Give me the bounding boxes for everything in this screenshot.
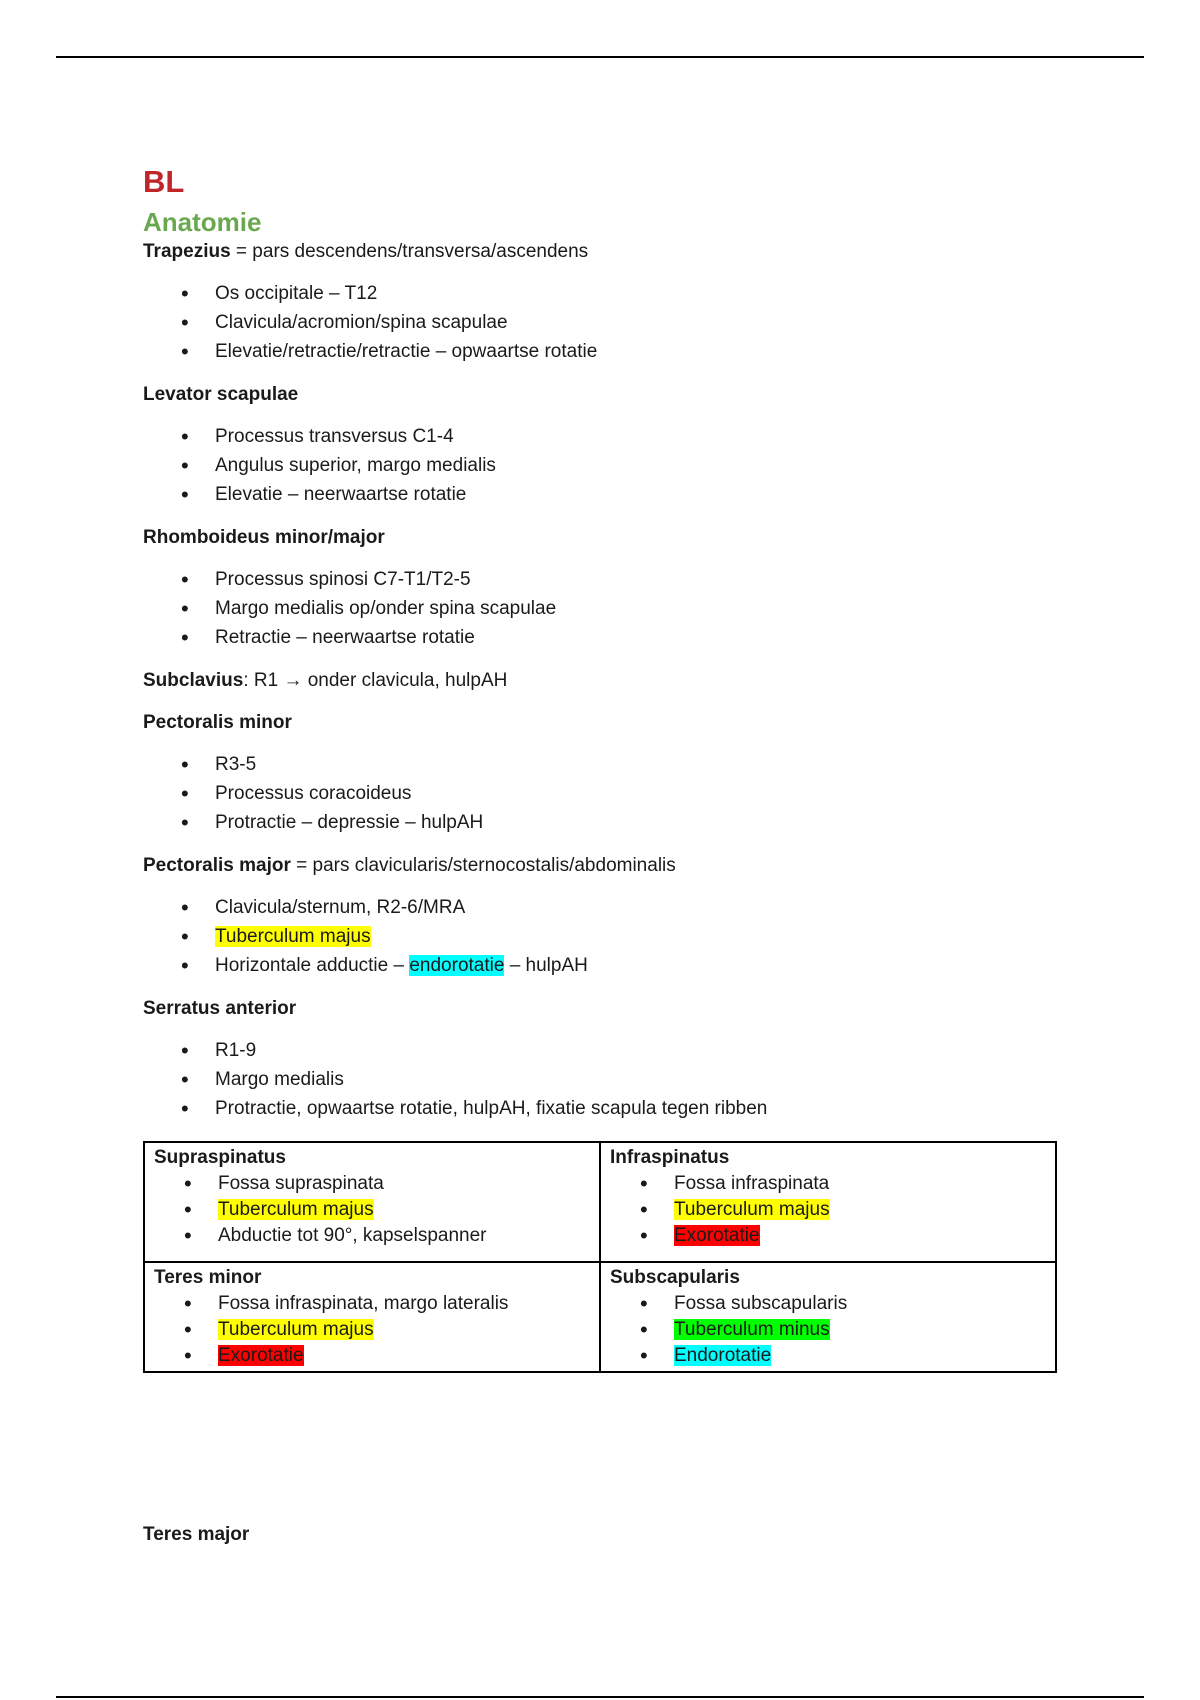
- list-item: • Elevatie – neerwaartse rotatie: [181, 480, 1063, 509]
- list-item: [184, 1343, 590, 1369]
- list-item: • Fossa supraspinata: [184, 1171, 590, 1197]
- rhomboideus-heading: [143, 525, 1063, 551]
- highlight-cyan: endorotatie: [409, 955, 505, 976]
- trapezius-heading: [143, 239, 1063, 265]
- table-cell-infraspinatus: [600, 1142, 1056, 1262]
- list-item: • Abductie tot 90°, kapselspanner: [184, 1223, 590, 1249]
- highlight-red: Exorotatie: [218, 1345, 304, 1366]
- cell-list: [154, 1291, 590, 1369]
- list-item: • Angulus superior, margo medialis: [181, 451, 1063, 480]
- item-text: Horizontale adductie –: [215, 955, 410, 976]
- pect-minor-list: [143, 750, 1063, 837]
- muscle-name: Pectoralis major: [143, 855, 291, 876]
- list-item: [640, 1343, 1046, 1369]
- cell-title: Supraspinatus: [154, 1147, 286, 1168]
- muscle-name: Rhomboideus minor/major: [143, 527, 385, 548]
- list-item: • Fossa subscapularis: [640, 1291, 1046, 1317]
- highlight-yellow: Tuberculum majus: [218, 1319, 374, 1340]
- list-item: • Margo medialis op/onder spina scapulae: [181, 594, 1063, 623]
- footer-rule: [56, 1696, 1144, 1698]
- pect-minor-heading: [143, 710, 1063, 736]
- header-rule: [56, 56, 1144, 58]
- levator-heading: [143, 382, 1063, 408]
- muscle-description: = pars descendens/transversa/ascendens: [230, 241, 589, 262]
- list-item: • Processus spinosi C7-T1/T2-5: [181, 565, 1063, 594]
- muscle-name: Trapezius: [143, 241, 231, 262]
- rotator-cuff-table: [143, 1141, 1057, 1373]
- list-item: • Protractie – depressie – hulpAH: [181, 808, 1063, 837]
- list-item: • Fossa infraspinata: [640, 1171, 1046, 1197]
- cell-list: [154, 1171, 590, 1249]
- cell-title: Teres minor: [154, 1267, 262, 1288]
- list-item: • Protractie, opwaartse rotatie, hulpAH, fixatie scapula tegen ribben: [181, 1094, 1063, 1123]
- pect-major-list: [143, 893, 1063, 980]
- table-row: [144, 1142, 1056, 1262]
- list-item: [184, 1197, 590, 1223]
- list-item: • Retractie – neerwaartse rotatie: [181, 623, 1063, 652]
- highlight-yellow: Tuberculum majus: [218, 1199, 374, 1220]
- list-item: • Processus coracoideus: [181, 779, 1063, 808]
- muscle-description: = pars clavicularis/sternocostalis/abdominalis: [290, 855, 676, 876]
- table-row: [144, 1262, 1056, 1372]
- cell-title: Subscapularis: [610, 1267, 740, 1288]
- cell-list: [610, 1291, 1046, 1369]
- muscle-name: Levator scapulae: [143, 384, 299, 405]
- highlight-red: Exorotatie: [674, 1225, 760, 1246]
- list-item: • Clavicula/acromion/spina scapulae: [181, 308, 1063, 337]
- list-item: [640, 1197, 1046, 1223]
- list-item: [640, 1317, 1046, 1343]
- muscle-name: Pectoralis minor: [143, 712, 292, 733]
- subclavius-line: [143, 668, 1063, 694]
- serratus-list: [143, 1036, 1063, 1123]
- cell-list: [610, 1171, 1046, 1249]
- highlight-cyan: Endorotatie: [674, 1345, 772, 1366]
- highlight-yellow: Tuberculum majus: [674, 1199, 830, 1220]
- highlight-green: Tuberculum minus: [674, 1319, 830, 1340]
- list-item: [181, 951, 1063, 980]
- list-item: • Margo medialis: [181, 1065, 1063, 1094]
- muscle-name: Subclavius: [143, 670, 244, 691]
- list-item: • R1-9: [181, 1036, 1063, 1065]
- teres-major-heading: Teres major: [143, 1524, 250, 1545]
- document-body: [143, 163, 1063, 1373]
- trapezius-list: [143, 279, 1063, 366]
- cell-title: Infraspinatus: [610, 1147, 730, 1168]
- list-item: [181, 922, 1063, 951]
- list-item: • Fossa infraspinata, margo lateralis: [184, 1291, 590, 1317]
- page-title: BL: [143, 164, 185, 199]
- table-cell-supraspinatus: [144, 1142, 600, 1262]
- list-item: • Processus transversus C1-4: [181, 422, 1063, 451]
- section-heading: Anatomie: [143, 207, 262, 237]
- list-item: • Os occipitale – T12: [181, 279, 1063, 308]
- serratus-heading: [143, 996, 1063, 1022]
- pect-major-heading: [143, 853, 1063, 879]
- list-item: [640, 1223, 1046, 1249]
- highlight-yellow: Tuberculum majus: [215, 926, 371, 947]
- levator-list: [143, 422, 1063, 509]
- table-cell-subscapularis: [600, 1262, 1056, 1372]
- list-item: • R3-5: [181, 750, 1063, 779]
- list-item: [184, 1317, 590, 1343]
- muscle-description: : R1 → onder clavicula, hulpAH: [243, 670, 508, 691]
- list-item: • Elevatie/retractie/retractie – opwaartse rotatie: [181, 337, 1063, 366]
- rhomboideus-list: [143, 565, 1063, 652]
- item-text: – hulpAH: [504, 955, 588, 976]
- muscle-name: Serratus anterior: [143, 998, 297, 1019]
- list-item: • Clavicula/sternum, R2-6/MRA: [181, 893, 1063, 922]
- table-cell-teres-minor: [144, 1262, 600, 1372]
